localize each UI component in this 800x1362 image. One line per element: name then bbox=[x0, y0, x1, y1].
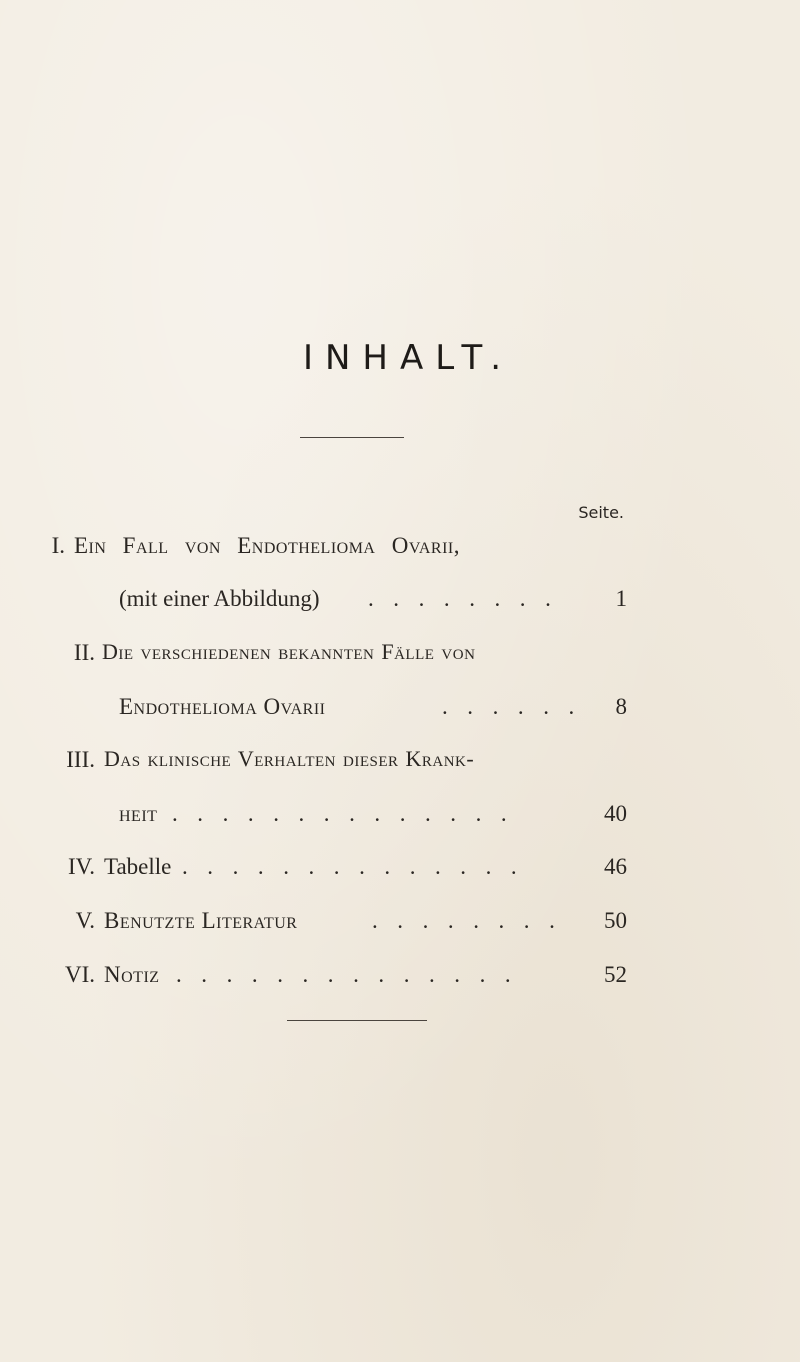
toc-entry-subtitle: Endothelioma Ovarii bbox=[119, 694, 326, 719]
toc-entry-number: I. bbox=[51, 533, 65, 558]
toc-entry-subtitle: (mit einer Abbildung) bbox=[119, 586, 320, 611]
toc-entry-leader: . . . . . . bbox=[442, 695, 582, 718]
toc-entry-title: Benutzte Literatur bbox=[104, 908, 298, 933]
closing-divider bbox=[287, 1020, 427, 1021]
toc-entry-page: 52 bbox=[604, 962, 627, 987]
toc-entry-page: 1 bbox=[615, 586, 627, 611]
toc-entry-page: 46 bbox=[604, 854, 627, 879]
toc-entry-title: Die verschiedenen bekannten Fälle von bbox=[102, 639, 476, 664]
page-title: INHALT. bbox=[302, 338, 514, 378]
toc-entry-page: 50 bbox=[604, 908, 627, 933]
toc-entry-number: III. bbox=[66, 747, 95, 772]
toc-entry-leader: . . . . . . . . . . . . . . bbox=[182, 855, 524, 878]
toc-entry-subtitle: heit bbox=[119, 801, 158, 826]
toc-entry-title: Notiz bbox=[104, 962, 160, 987]
toc-entry-leader: . . . . . . . . . . . . . . bbox=[176, 963, 518, 986]
toc-entry-page: 8 bbox=[615, 694, 627, 719]
toc-entry-leader: . . . . . . . . bbox=[372, 909, 562, 932]
toc-entry-leader: . . . . . . . . bbox=[368, 587, 558, 610]
toc-entry-title: Ein Fall von Endothelioma Ovarii, bbox=[74, 533, 460, 558]
toc-entry-number: IV. bbox=[67, 854, 95, 879]
page-column-label: Seite. bbox=[578, 503, 624, 522]
toc-entry-leader: . . . . . . . . . . . . . . bbox=[172, 802, 514, 825]
toc-entry-page: 40 bbox=[604, 801, 627, 826]
toc-entry-number: V. bbox=[75, 908, 95, 933]
toc-entry-title: Das klinische Verhalten dieser Krank- bbox=[104, 746, 475, 771]
toc-entry-number: VI. bbox=[64, 962, 95, 987]
toc-entry-number: II. bbox=[73, 640, 95, 665]
toc-entry-title: Tabelle bbox=[104, 854, 172, 879]
